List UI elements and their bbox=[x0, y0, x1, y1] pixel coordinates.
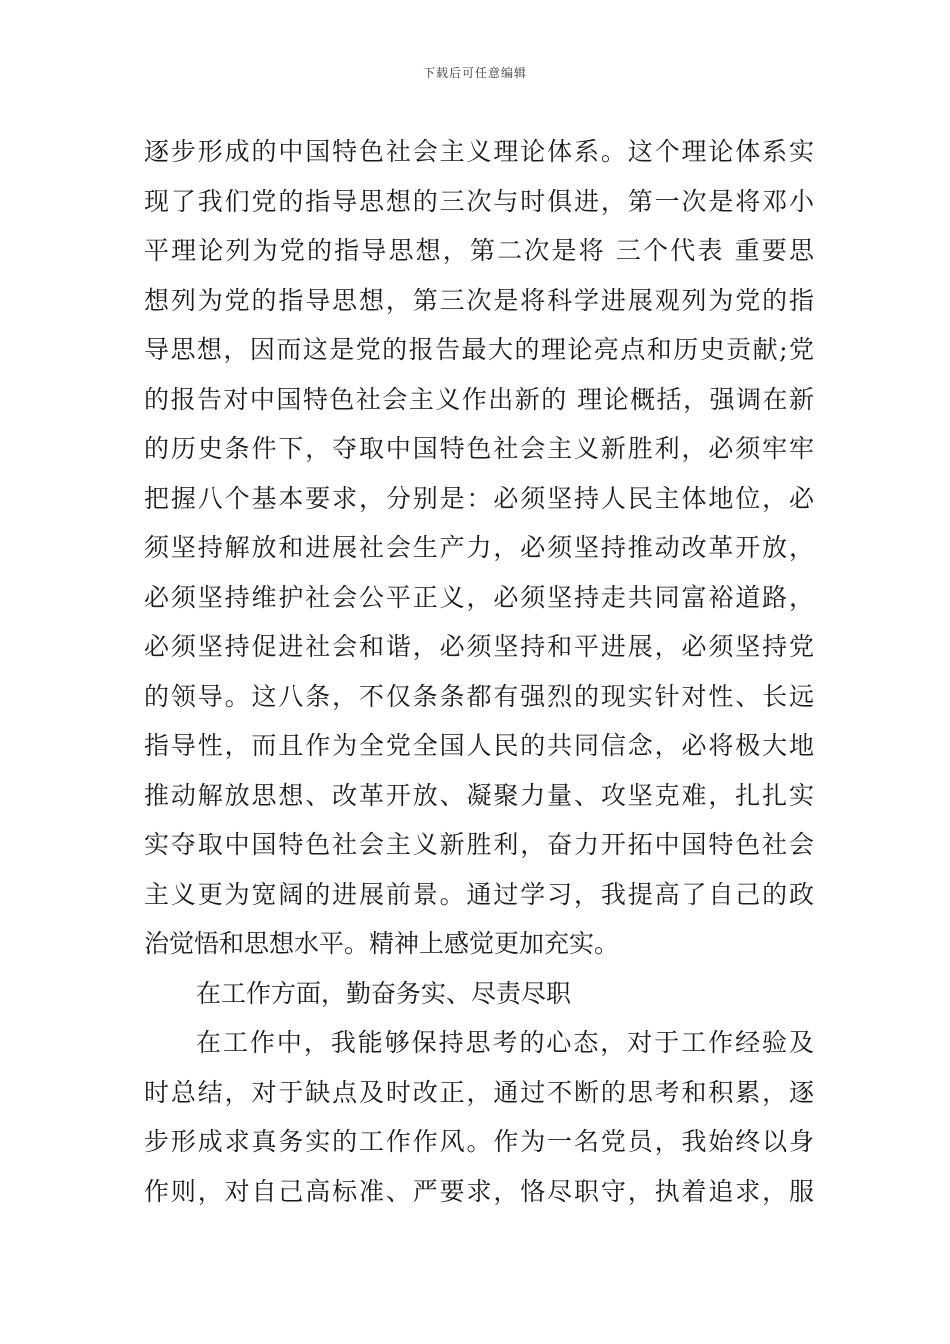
text-line: 指导性，而且作为全党全国人民的共同信念，必将极大地 bbox=[144, 731, 814, 760]
text-line: 必须坚持促进社会和谐，必须坚持和平进展，必须坚持党 bbox=[144, 632, 814, 661]
text-line: 平理论列为党的指导思想，第二次是将 三个代表 重要思 bbox=[144, 236, 814, 265]
text-line: 把握八个基本要求，分别是：必须坚持人民主体地位，必 bbox=[144, 483, 814, 513]
text-line: 现了我们党的指导思想的三次与时俱进，第一次是将邓小 bbox=[144, 186, 814, 216]
text-line: 的历史条件下，夺取中国特色社会主义新胜利，必须牢牢 bbox=[144, 434, 814, 463]
text-line: 须坚持解放和进展社会生产力，必须坚持推动改革开放， bbox=[144, 533, 814, 562]
header-note: 下载后可任意编辑 bbox=[422, 66, 527, 80]
text-line: 实夺取中国特色社会主义新胜利，奋力开拓中国特色社会 bbox=[144, 830, 814, 859]
text-line: 逐步形成的中国特色社会主义理论体系。这个理论体系实 bbox=[144, 137, 814, 166]
text-line: 想列为党的指导思想，第三次是将科学进展观列为党的指 bbox=[144, 285, 814, 315]
text-line: 的领导。这八条，不仅条条都有强烈的现实针对性、长远 bbox=[144, 681, 814, 711]
text-line: 步形成求真务实的工作作风。作为一名党员，我始终以身 bbox=[144, 1127, 814, 1156]
text-line: 推动解放思想、改革开放、凝聚力量、攻坚克难，扎扎实 bbox=[144, 780, 814, 810]
text-line: 在工作中，我能够保持思考的心态，对于工作经验及 bbox=[196, 1028, 814, 1057]
text-line: 时总结，对于缺点及时改正，通过不断的思考和积累，逐 bbox=[144, 1077, 814, 1107]
text-line: 导思想，因而这是党的报告最大的理论亮点和历史贡献;党 bbox=[144, 335, 814, 364]
text-line: 治觉悟和思想水平。精神上感觉更加充实。 bbox=[144, 929, 620, 958]
text-line: 必须坚持维护社会公平正义，必须坚持走共同富裕道路， bbox=[144, 582, 814, 612]
text-line: 作则，对自己高标准、严要求，恪尽职守，执着追求，服 bbox=[144, 1176, 814, 1206]
text-line: 主义更为宽阔的进展前景。通过学习，我提高了自己的政 bbox=[144, 879, 814, 909]
section-heading: 在工作方面，勤奋务实、尽责尽职 bbox=[196, 978, 572, 1008]
text-line: 的报告对中国特色社会主义作出新的 理论概括，强调在新 bbox=[144, 384, 814, 414]
document-body bbox=[144, 127, 814, 1216]
